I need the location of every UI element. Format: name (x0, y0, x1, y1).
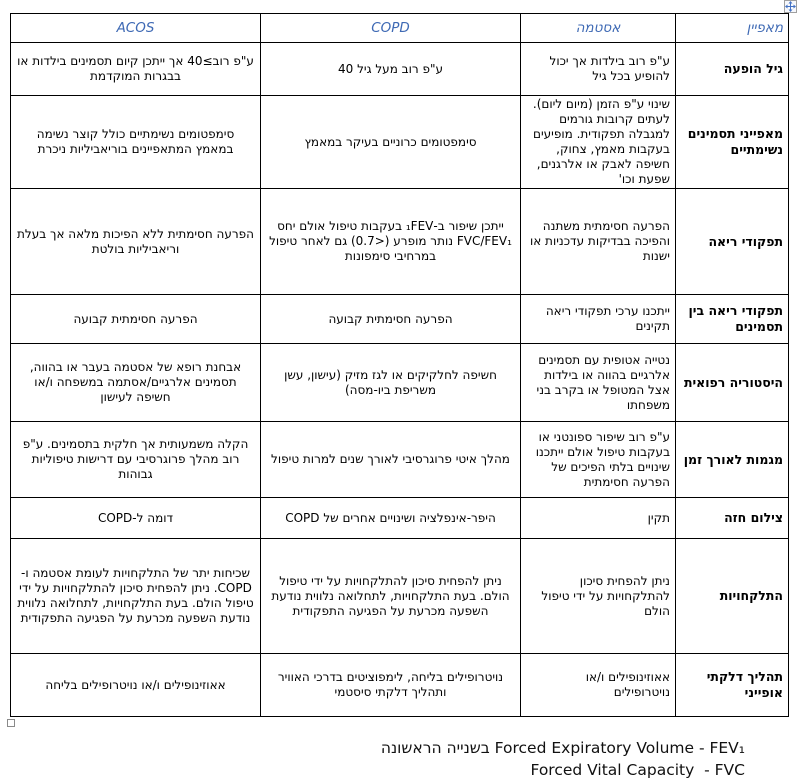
footnote-fvc[interactable]: Forced Vital Capacity - FVC (530, 761, 745, 779)
cell-asthma[interactable]: שינוי ע"פ הזמן (מיום ליום). לעתים קרובות גורמים למגבלה תפקודית. מופיעים בעקבות מאמץ, צחוק, חשיפה לאבק או אלרגנים, שפעת וכו' (521, 96, 676, 189)
row-lung-function-between-symptoms (11, 295, 789, 344)
cell-copd[interactable]: נויטרופילים בליחה, לימפוציטים בדרכי האוויר ותהליך דלקתי סיסטמי (261, 654, 521, 717)
row-time-course (11, 422, 789, 498)
empty-paragraph-marker (7, 719, 15, 727)
cell-copd[interactable]: סימפטומים כרוניים בעיקר במאמץ (261, 96, 521, 189)
row-exacerbations (11, 539, 789, 654)
row-header[interactable]: מאפייני תסמינים נשימתיים (676, 96, 789, 189)
row-age-of-onset (11, 43, 789, 96)
cell-asthma[interactable]: ע"פ רוב בילדות אך יכול להופיע בכל גיל (521, 43, 676, 96)
cell-copd[interactable]: מהלך איטי פרוגרסיבי לאורך שנים למרות טיפול (261, 422, 521, 498)
column-header-feature[interactable]: מאפיין (676, 14, 789, 43)
row-header[interactable]: תפקודי ריאה (676, 189, 789, 295)
cell-acos[interactable]: ע"פ רוב≥40 אך ייתכן קיום תסמינים בילדות או בבגרות המוקדמת (11, 43, 261, 96)
cell-copd[interactable]: ייתכן שיפור ב-₁FEV בעקבות טיפול אולם יחס FVC/FEV₁ נותר מופרע (<0.7) גם לאחר טיפול במרחיבי סימפונות (261, 189, 521, 295)
cell-copd[interactable]: הפרעה חסימתית קבועה (261, 295, 521, 344)
cell-acos[interactable]: סימפטומים נשימתיים כולל קוצר נשימה במאמץ המתאפיינים בוריאביליות ניכרת (11, 96, 261, 189)
cell-acos[interactable]: הפרעה חסימתית קבועה (11, 295, 261, 344)
column-header-copd[interactable]: COPD (261, 14, 521, 43)
cell-asthma[interactable]: תקין (521, 498, 676, 539)
cell-asthma[interactable]: ייתכנו ערכי תפקודי ריאה תקינים (521, 295, 676, 344)
row-header[interactable]: תפקודי ריאה בין תסמינים (676, 295, 789, 344)
cell-acos[interactable]: שכיחות יתר של התלקחויות לעומת אסטמה ו-COPD. ניתן להפחית סיכון להתלקחויות על ידי טיפול הולם. בעת התלקחויות, לתחלואה נלווית נודעת השפעה מכרעת על הפגיעה התפקודית (11, 539, 261, 654)
row-chest-xray (11, 498, 789, 539)
cell-asthma[interactable]: ע"פ רוב שיפור ספונטני או בעקבות טיפול אולם ייתכנו שינויים בלתי הפיכים של הפרעה חסימתית (521, 422, 676, 498)
cell-copd[interactable]: ע"פ רוב מעל גיל 40 (261, 43, 521, 96)
footnote-fev1[interactable]: Forced Expiratory Volume - FEV₁ בשנייה הראשונה (380, 739, 745, 757)
cell-asthma[interactable]: נטייה אטופית עם תסמינים אלרגיים בהווה או בילדות אצל המטופל או בקרב בני משפחתו (521, 344, 676, 422)
cell-copd[interactable]: חשיפה לחלקיקים או לגז מזיק (עישון, עשן משריפת ביו-מסה) (261, 344, 521, 422)
cell-asthma[interactable]: הפרעה חסימתית משתנה והפיכה בבדיקות עדכניות או ישנות (521, 189, 676, 295)
cell-acos[interactable]: אבחנת רופא של אסטמה בעבר או בהווה, תסמינים אלרגיים/אסתמה במשפחה ו/או חשיפה לעישון (11, 344, 261, 422)
row-header[interactable]: התלקחויות (676, 539, 789, 654)
row-airway-inflammation (11, 654, 789, 717)
row-respiratory-symptoms (11, 96, 789, 189)
cell-acos[interactable]: הפרעה חסימתית ללא הפיכות מלאה אך בעלת וריאביליות בולטת (11, 189, 261, 295)
row-header[interactable]: היסטוריה רפואית (676, 344, 789, 422)
cell-copd[interactable]: ניתן להפחית סיכון להתלקחויות על ידי טיפול הולם. בעת התלקחויות, לתחלואה נלווית נודעת השפעה מכרעת על הפגיעה התפקודית (261, 539, 521, 654)
row-header[interactable]: גיל הופעה (676, 43, 789, 96)
row-header[interactable]: צילום חזה (676, 498, 789, 539)
header-row (11, 14, 789, 43)
table-move-handle-icon[interactable] (784, 0, 797, 13)
cell-acos[interactable]: הקלה משמעותית אך חלקית בתסמינים. ע"פ רוב מהלך פרוגרסיבי עם דרישות טיפוליות גבוהות (11, 422, 261, 498)
comparison-table (10, 13, 789, 717)
column-header-asthma[interactable]: אסטמה (521, 14, 676, 43)
cell-asthma[interactable]: אאוזינופילים ו/או נויטרופילים (521, 654, 676, 717)
row-lung-function (11, 189, 789, 295)
cell-asthma[interactable]: ניתן להפחית סיכון להתלקחויות על ידי טיפול הולם (521, 539, 676, 654)
row-header[interactable]: תהליך דלקתי אופייני (676, 654, 789, 717)
cell-copd[interactable]: היפר-אינפלציה ושינויים אחרים של COPD (261, 498, 521, 539)
cell-acos[interactable]: דומה ל-COPD (11, 498, 261, 539)
row-medical-history (11, 344, 789, 422)
row-header[interactable]: מגמות לאורך זמן (676, 422, 789, 498)
column-header-acos[interactable]: ACOS (11, 14, 261, 43)
footnotes (0, 737, 745, 781)
cell-acos[interactable]: אאוזינופילים ו/או נויטרופילים בליחה (11, 654, 261, 717)
